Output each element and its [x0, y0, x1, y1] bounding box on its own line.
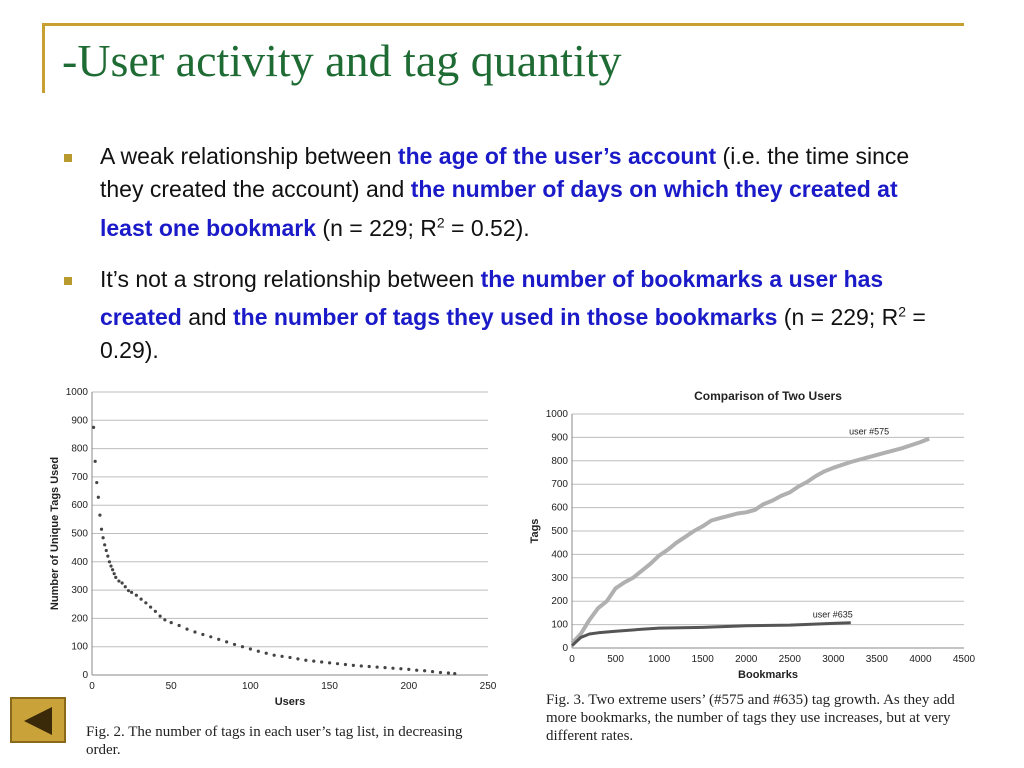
x-tick-label: 150 [321, 681, 338, 692]
x-tick-label: 1000 [647, 654, 671, 665]
bullet-segment: (n = 229; R [777, 304, 899, 331]
data-point [105, 549, 108, 552]
y-tick-label: 500 [551, 526, 568, 537]
y-tick-label: 200 [551, 596, 568, 608]
left-arrow-icon [24, 707, 52, 735]
data-point [257, 650, 260, 653]
y-tick-label: 100 [71, 641, 88, 653]
title-frame-left [42, 23, 45, 93]
bullet-segment: A weak relationship between [100, 143, 398, 169]
x-tick-label: 1500 [691, 654, 714, 665]
data-point [296, 657, 299, 660]
x-axis-label: Users [274, 696, 306, 708]
data-point [95, 481, 98, 484]
data-point [431, 670, 434, 673]
data-point [312, 660, 315, 663]
bullet-segment: = 0.29). [100, 304, 926, 364]
x-tick-label: 200 [400, 681, 418, 692]
bullet-segment: (i.e. the time since they created the account) and [100, 143, 910, 202]
y-tick-label: 700 [71, 471, 88, 483]
figure-3-caption: Fig. 3. Two extreme users’ (#575 and #635) tag growth. As they add more bookmarks, the number of tags they use increases, but at very different rates. [546, 692, 955, 744]
data-point [304, 659, 307, 662]
data-point [108, 560, 111, 563]
y-tick-label: 1000 [545, 409, 568, 420]
data-point [120, 581, 123, 584]
y-tick-label: 600 [71, 500, 88, 512]
x-tick-label: 3000 [822, 654, 845, 665]
data-point [241, 645, 244, 648]
y-tick-label: 300 [551, 572, 568, 584]
data-point [94, 460, 97, 463]
data-point [170, 621, 173, 624]
data-point [149, 605, 152, 608]
data-point [140, 598, 143, 601]
y-axis-label: Number of Unique Tags Used [49, 456, 61, 611]
slide-title: -User activity and tag quantity [62, 35, 622, 86]
x-tick-label: 0 [89, 681, 95, 692]
y-tick-label: 800 [71, 443, 88, 455]
bullet-item [60, 263, 950, 368]
data-point [439, 671, 442, 674]
data-point [383, 666, 386, 669]
series-line-1 [572, 439, 929, 644]
data-point [320, 660, 323, 663]
data-point [124, 585, 127, 588]
x-tick-label: 500 [607, 654, 624, 665]
data-point [453, 672, 456, 675]
bullet-segment: (n = 229; R [316, 214, 437, 241]
x-tick-label: 4000 [909, 654, 932, 665]
highlighted-phrase: the number of bookmarks a user has created [100, 265, 884, 331]
y-tick-label: 900 [71, 415, 88, 427]
data-point [368, 665, 371, 668]
title-frame-top [42, 23, 964, 26]
data-point [163, 618, 166, 621]
data-point [185, 628, 188, 631]
data-point [114, 576, 117, 579]
previous-slide-button[interactable] [10, 697, 66, 743]
y-tick-label: 900 [551, 432, 568, 444]
data-point [399, 667, 402, 670]
bullet-segment: It’s not a strong relationship between [100, 265, 481, 292]
data-point [391, 667, 394, 670]
x-tick-label: 250 [479, 681, 497, 692]
data-point [447, 671, 450, 674]
bullet-segment: 2 [898, 303, 907, 320]
y-tick-label: 300 [71, 585, 88, 597]
data-point [98, 514, 101, 517]
data-point [336, 662, 339, 665]
data-point [100, 528, 103, 531]
series-label: user #635 [812, 609, 853, 620]
highlighted-phrase: the number of tags they used in those bookmarks [232, 304, 778, 331]
y-tick-label: 0 [562, 643, 568, 654]
data-point [101, 536, 104, 539]
data-point [344, 663, 347, 666]
data-point [117, 579, 120, 582]
data-point [423, 669, 426, 672]
y-tick-label: 200 [71, 613, 88, 625]
y-tick-label: 500 [71, 528, 88, 540]
data-point [109, 564, 112, 567]
y-tick-label: 800 [551, 455, 568, 467]
data-point [415, 669, 418, 672]
data-point [225, 640, 228, 643]
data-point [193, 630, 196, 633]
bullet-text [100, 143, 909, 241]
y-tick-label: 0 [82, 670, 88, 681]
data-point [233, 643, 236, 646]
data-point [273, 654, 276, 657]
series-line-2 [572, 623, 851, 646]
x-axis-label: Bookmarks [738, 669, 798, 681]
y-tick-label: 1000 [65, 387, 88, 398]
data-point [113, 572, 116, 575]
data-point [130, 591, 133, 594]
y-axis-label: Tags [529, 518, 541, 544]
data-point [106, 555, 109, 558]
data-point [288, 656, 291, 659]
x-tick-label: 50 [165, 681, 177, 692]
data-point [135, 594, 138, 597]
bullet-square-icon [64, 154, 72, 162]
bullet-text [100, 266, 926, 364]
y-tick-label: 600 [551, 502, 568, 514]
bullet-segment: and [181, 304, 233, 331]
data-point [376, 665, 379, 668]
data-point [407, 668, 410, 671]
data-point [249, 647, 252, 650]
data-point [201, 633, 204, 636]
data-point [127, 589, 130, 592]
data-point [159, 615, 162, 618]
y-tick-label: 700 [551, 479, 568, 491]
y-tick-label: 400 [71, 556, 88, 568]
data-point [111, 568, 114, 571]
bullet-segment: = 0.52). [444, 214, 530, 241]
figure-3 [516, 382, 980, 688]
bullet-square-icon [64, 277, 72, 285]
bullet-segment: 2 [436, 214, 445, 230]
data-point [360, 664, 363, 667]
data-point [154, 610, 157, 613]
y-tick-label: 100 [551, 619, 568, 631]
bullet-item [60, 140, 950, 245]
data-point [97, 496, 100, 499]
data-point [92, 426, 95, 429]
data-point [217, 638, 220, 641]
data-point [265, 652, 268, 655]
data-point [103, 543, 106, 546]
series-label: user #575 [849, 426, 890, 437]
two-users-comparison-chart [516, 382, 980, 688]
x-tick-label: 100 [242, 681, 259, 692]
tags-per-user-scatter-chart [36, 380, 506, 725]
data-point [209, 635, 212, 638]
x-tick-label: 2000 [735, 654, 758, 665]
data-point [328, 661, 331, 664]
highlighted-phrase: the number of days on which they created at least one bookmark [100, 176, 898, 241]
x-tick-label: 3500 [865, 654, 889, 665]
data-point [178, 624, 181, 627]
figure-2-caption: Fig. 2. The number of tags in each user’s tag list, in decreasing order. [86, 724, 463, 758]
figure-2 [36, 380, 506, 725]
highlighted-phrase: the age of the user’s account [397, 143, 717, 169]
data-point [280, 655, 283, 658]
y-tick-label: 400 [551, 549, 568, 561]
x-tick-label: 2500 [778, 654, 801, 665]
x-tick-label: 4500 [952, 654, 976, 665]
bullet-list [60, 140, 950, 385]
chart-title: Comparison of Two Users [694, 389, 842, 403]
x-tick-label: 0 [569, 654, 575, 665]
data-point [352, 664, 355, 667]
data-point [144, 601, 147, 604]
